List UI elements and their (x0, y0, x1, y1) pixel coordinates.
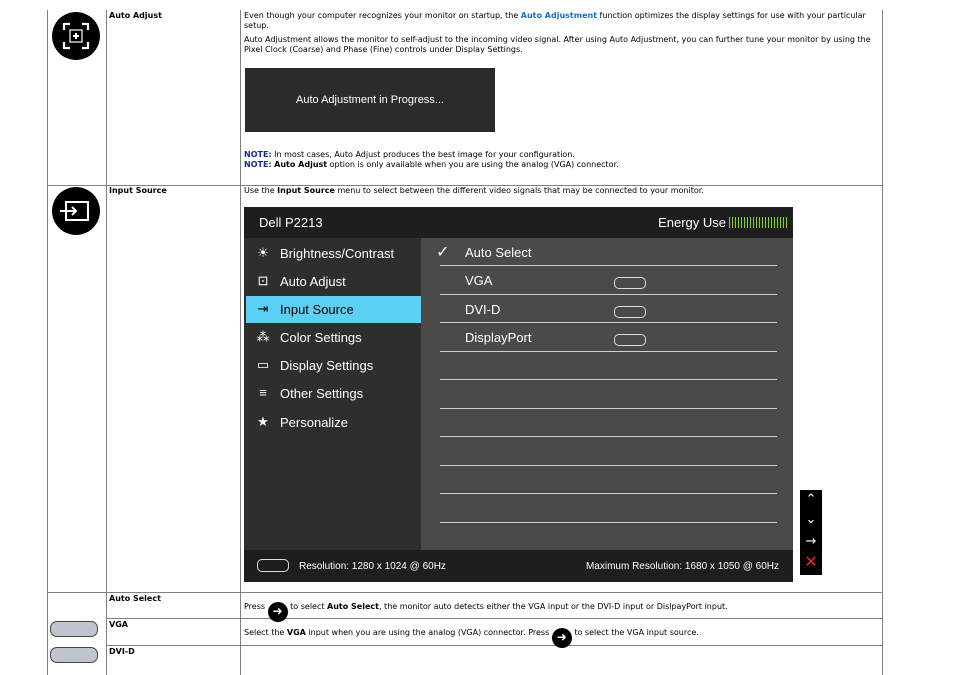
submenu-divider (440, 379, 777, 380)
auto-adjust-progress-box (245, 68, 495, 132)
submenu-divider (440, 522, 777, 523)
submenu-item[interactable]: Auto Select (465, 245, 532, 260)
progress-text: Auto Adjustment in Progress... (296, 94, 444, 106)
up-button[interactable]: ⌃ (805, 492, 817, 507)
osd-menu-item-label: Input Source (280, 302, 354, 317)
note-bold: Auto Adjust (274, 159, 328, 169)
auto-adjust-icon (52, 12, 100, 60)
osd-menu-item-label: Display Settings (280, 358, 374, 373)
max-resolution: Maximum Resolution: 1680 x 1050 @ 60Hz (585, 561, 779, 572)
vga-connector-icon (257, 559, 289, 572)
desc-text: Use the (244, 186, 278, 195)
row-divider (47, 592, 883, 593)
submenu-divider (440, 408, 777, 409)
submenu-divider (440, 265, 777, 266)
desc-text: input when you are using the analog (VGA) connector. Press (305, 628, 552, 637)
submenu-divider (440, 493, 777, 494)
osd-menu-item-label: Other Settings (280, 386, 364, 401)
osd-header (244, 207, 793, 238)
auto-adjustment-link[interactable]: Auto Adjustment (520, 11, 598, 20)
table-border-left (47, 10, 48, 675)
desc-text: Auto Adjustment allows the monitor to self-adjust to the incoming video signal. After using Auto Adjustment, you can further tune your monitor by using the Pixel Clock (Coarse) and Phase (Fine) controls under Display Settings. (244, 35, 871, 54)
osd-menu-item-label: Color Settings (280, 330, 362, 345)
osd-menu-item[interactable] (246, 324, 421, 351)
desc-bold: Auto Select (327, 602, 379, 611)
vga-label: VGA (109, 620, 128, 629)
dvi-d-label: DVI-D (109, 647, 135, 656)
osd-menu-item-label: Brightness/Contrast (280, 246, 395, 261)
osd-submenu (421, 238, 793, 550)
osd-menu-item[interactable] (246, 296, 421, 323)
osd-title: Dell P2213 (259, 215, 323, 230)
auto-adjust-description (244, 11, 874, 59)
desc-text: , the monitor auto detects either the VGA input or the DVI-D input or DislpayPort input. (378, 602, 728, 611)
desc-text: to select the VGA input source. (571, 628, 699, 637)
input-source-icon (52, 187, 100, 235)
note-label: NOTE: (244, 150, 272, 159)
desc-text: Select the (244, 628, 287, 637)
vga-connector-icon (50, 621, 98, 637)
checkmark-icon: ✓ (436, 244, 450, 261)
desc-bold: VGA (286, 628, 306, 637)
note-text: In most cases, Auto Adjust produces the best image for your configuration. (271, 150, 575, 159)
auto-adjust-notes (244, 150, 874, 169)
energy-use-indicator (658, 215, 789, 230)
osd-menu-screenshot (244, 207, 793, 582)
submenu-divider (440, 294, 777, 295)
energy-label: Energy Use (658, 215, 726, 230)
input-source-icon: ⇥ (257, 301, 269, 316)
osd-menu-item[interactable] (246, 409, 421, 436)
auto-select-label: Auto Select (109, 594, 161, 603)
auto-adjust-label: Auto Adjust (109, 11, 162, 20)
table-border-right (882, 10, 883, 675)
dvi-d-connector-icon (50, 647, 98, 663)
desc-text: Press (244, 602, 268, 611)
current-resolution: Resolution: 1280 x 1024 @ 60Hz (299, 561, 446, 572)
osd-menu-item-label: Auto Adjust (280, 274, 346, 289)
enter-arrow-icon: ➜ (268, 602, 288, 622)
connector-icon (614, 306, 646, 318)
table-divider-label (240, 10, 241, 675)
submenu-item[interactable]: DVI-D (465, 302, 501, 317)
osd-menu-item[interactable] (246, 352, 421, 379)
auto-adjust-icon: ⊡ (257, 273, 269, 288)
submenu-divider (440, 322, 777, 323)
enter-arrow-icon: ➜ (552, 628, 572, 648)
vga-description (244, 623, 874, 648)
display-settings-icon: ▭ (256, 357, 270, 372)
osd-footer (244, 550, 793, 582)
input-source-description (244, 186, 874, 196)
submenu-item[interactable]: DisplayPort (465, 330, 532, 345)
desc-text: Even though your computer recognizes your monitor on startup, the (244, 11, 521, 20)
enter-button[interactable]: → (805, 534, 817, 549)
osd-menu-item[interactable] (246, 240, 421, 267)
desc-text: menu to select between the different video signals that may be connected to your monitor. (334, 186, 704, 195)
brightness-icon: ☀ (257, 245, 269, 260)
color-settings-icon: ⁂ (256, 329, 270, 344)
desc-bold: Input Source (277, 186, 335, 195)
osd-menu-item[interactable] (246, 268, 421, 295)
submenu-divider (440, 436, 777, 437)
desc-text: to select (287, 602, 328, 611)
note-text: option is only available when you are using the analog (VGA) connector. (327, 159, 619, 169)
exit-button[interactable]: ✕ (804, 552, 818, 571)
connector-icon (614, 277, 646, 289)
star-icon: ★ (257, 414, 269, 429)
submenu-divider (440, 351, 777, 352)
osd-main-menu (244, 238, 421, 550)
submenu-item[interactable]: VGA (465, 273, 493, 288)
other-settings-icon: ≡ (259, 385, 267, 400)
table-divider-icon (106, 10, 107, 675)
osd-menu-item-label: Personalize (280, 415, 348, 430)
connector-icon (614, 334, 646, 346)
energy-bars (729, 217, 789, 228)
note-label: NOTE: (244, 159, 272, 169)
input-source-label: Input Source (109, 186, 167, 195)
osd-menu-item[interactable] (246, 380, 421, 407)
down-button[interactable]: ⌄ (805, 512, 817, 527)
submenu-divider (440, 465, 777, 466)
auto-select-description (244, 597, 874, 622)
desc-text: function optimizes the display settings for use with your particular setup. (244, 11, 866, 30)
osd-side-buttons (800, 490, 822, 575)
